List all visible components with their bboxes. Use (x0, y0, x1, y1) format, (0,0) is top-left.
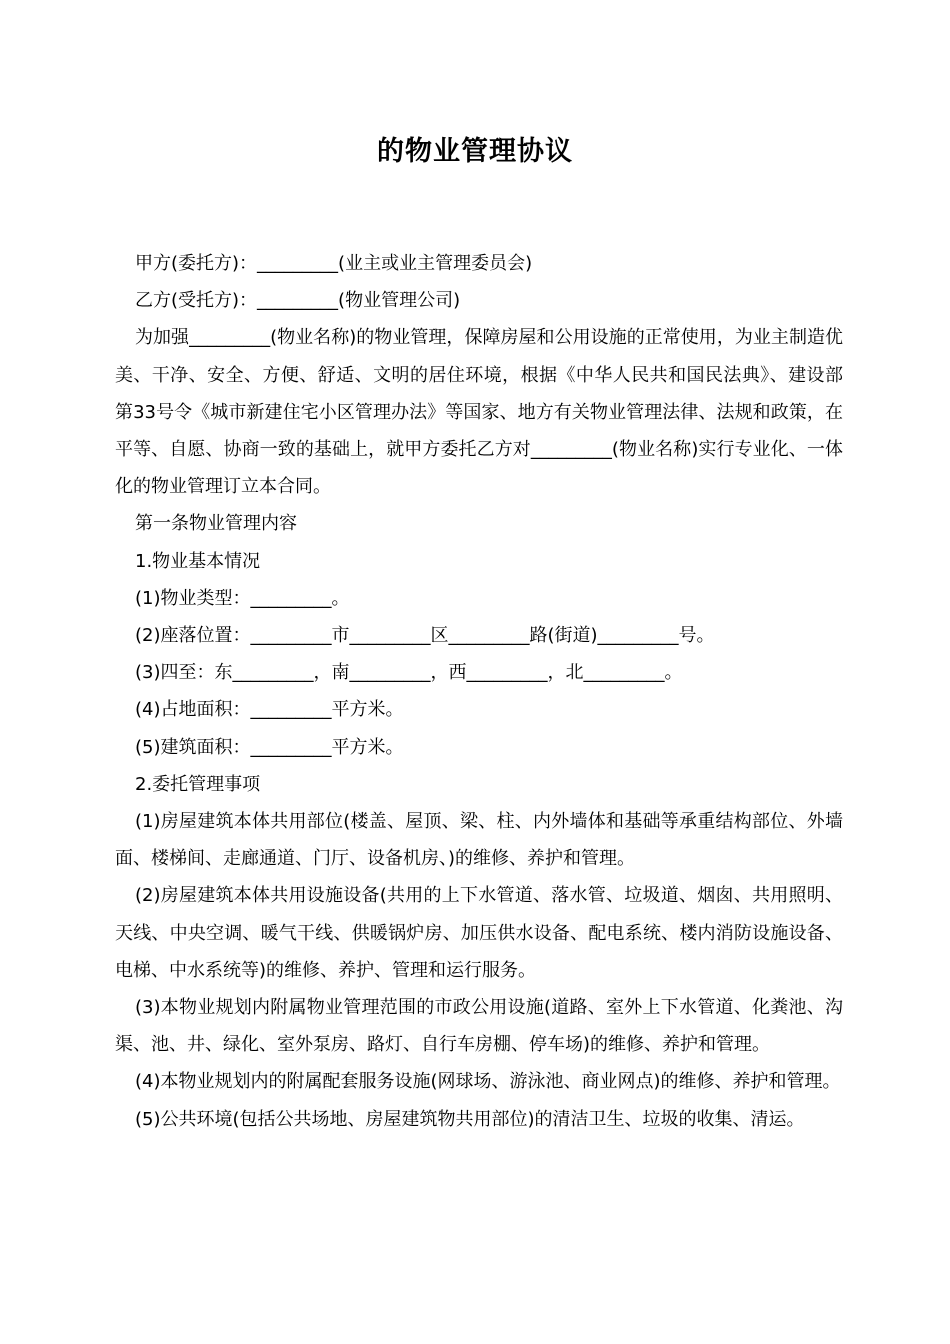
matter-item-4: (4)本物业规划内的附属配套服务设施(网球场、游泳池、商业网点)的维修、养护和管理。 (135, 1071, 841, 1093)
party-b-line: 乙方(受托方)：_________(物业管理公司) (135, 290, 461, 312)
section-heading-entrusted-matters: 2.委托管理事项 (135, 773, 261, 795)
location-line: (2)座落位置：_________市_________区_________路(街道)_________号。 (135, 625, 715, 647)
document-body (115, 245, 843, 1138)
land-area-line: (4)占地面积：_________平方米。 (135, 699, 404, 721)
building-area-line: (5)建筑面积：_________平方米。 (135, 736, 404, 758)
matter-item-1: (1)房屋建筑本体共用部位(楼盖、屋顶、梁、柱、内外墙体和基础等承重结构部位、外墙面、楼梯间、走廊通道、门厅、设备机房、)的维修、养护和管理。 (115, 811, 843, 870)
party-a-line: 甲方(委托方)：_________(业主或业主管理委员会) (135, 253, 533, 274)
matter-item-3: (3)本物业规划内附属物业管理范围的市政公用设施(道路、室外上下水管道、化粪池、沟渠、池、井、绿化、室外泵房、路灯、自行车房棚、停车场)的维修、养护和管理。 (115, 997, 843, 1056)
property-type-line: (1)物业类型：_________。 (135, 587, 350, 609)
matter-item-5: (5)公共环境(包括公共场地、房屋建筑物共用部位)的清洁卫生、垃圾的收集、清运。 (135, 1108, 805, 1130)
matter-item-2: (2)房屋建筑本体共用设施设备(共用的上下水管道、落水管、垃圾道、烟囱、共用照明、天线、中央空调、暖气干线、供暖锅炉房、加压供水设备、配电系统、楼内消防设施设备、电梯、中水系统等)的维修、养护、管理和运行服务。 (115, 885, 843, 981)
preamble-paragraph: 为加强_________(物业名称)的物业管理，保障房屋和公用设施的正常使用，为业主制造优美、干净、安全、方便、舒适、文明的居住环境，根据《中华人民共和国民法典》、建设部第33号令《城市新建住宅小区管理办法》等国家、地方有关物业管理法律、法规和政策，在平等、自愿、协商一致的基础上，就甲方委托乙方对_________(物业名称)实行专业化、一体化的物业管理订立本合同。 (115, 327, 843, 498)
section-heading-basic-info: 1.物业基本情况 (135, 550, 261, 572)
document-title: 的物业管理协议 (377, 136, 573, 167)
article-one-heading: 第一条物业管理内容 (135, 513, 297, 535)
boundaries-line: (3)四至：东_________，南_________，西_________，北_________。 (135, 662, 683, 684)
